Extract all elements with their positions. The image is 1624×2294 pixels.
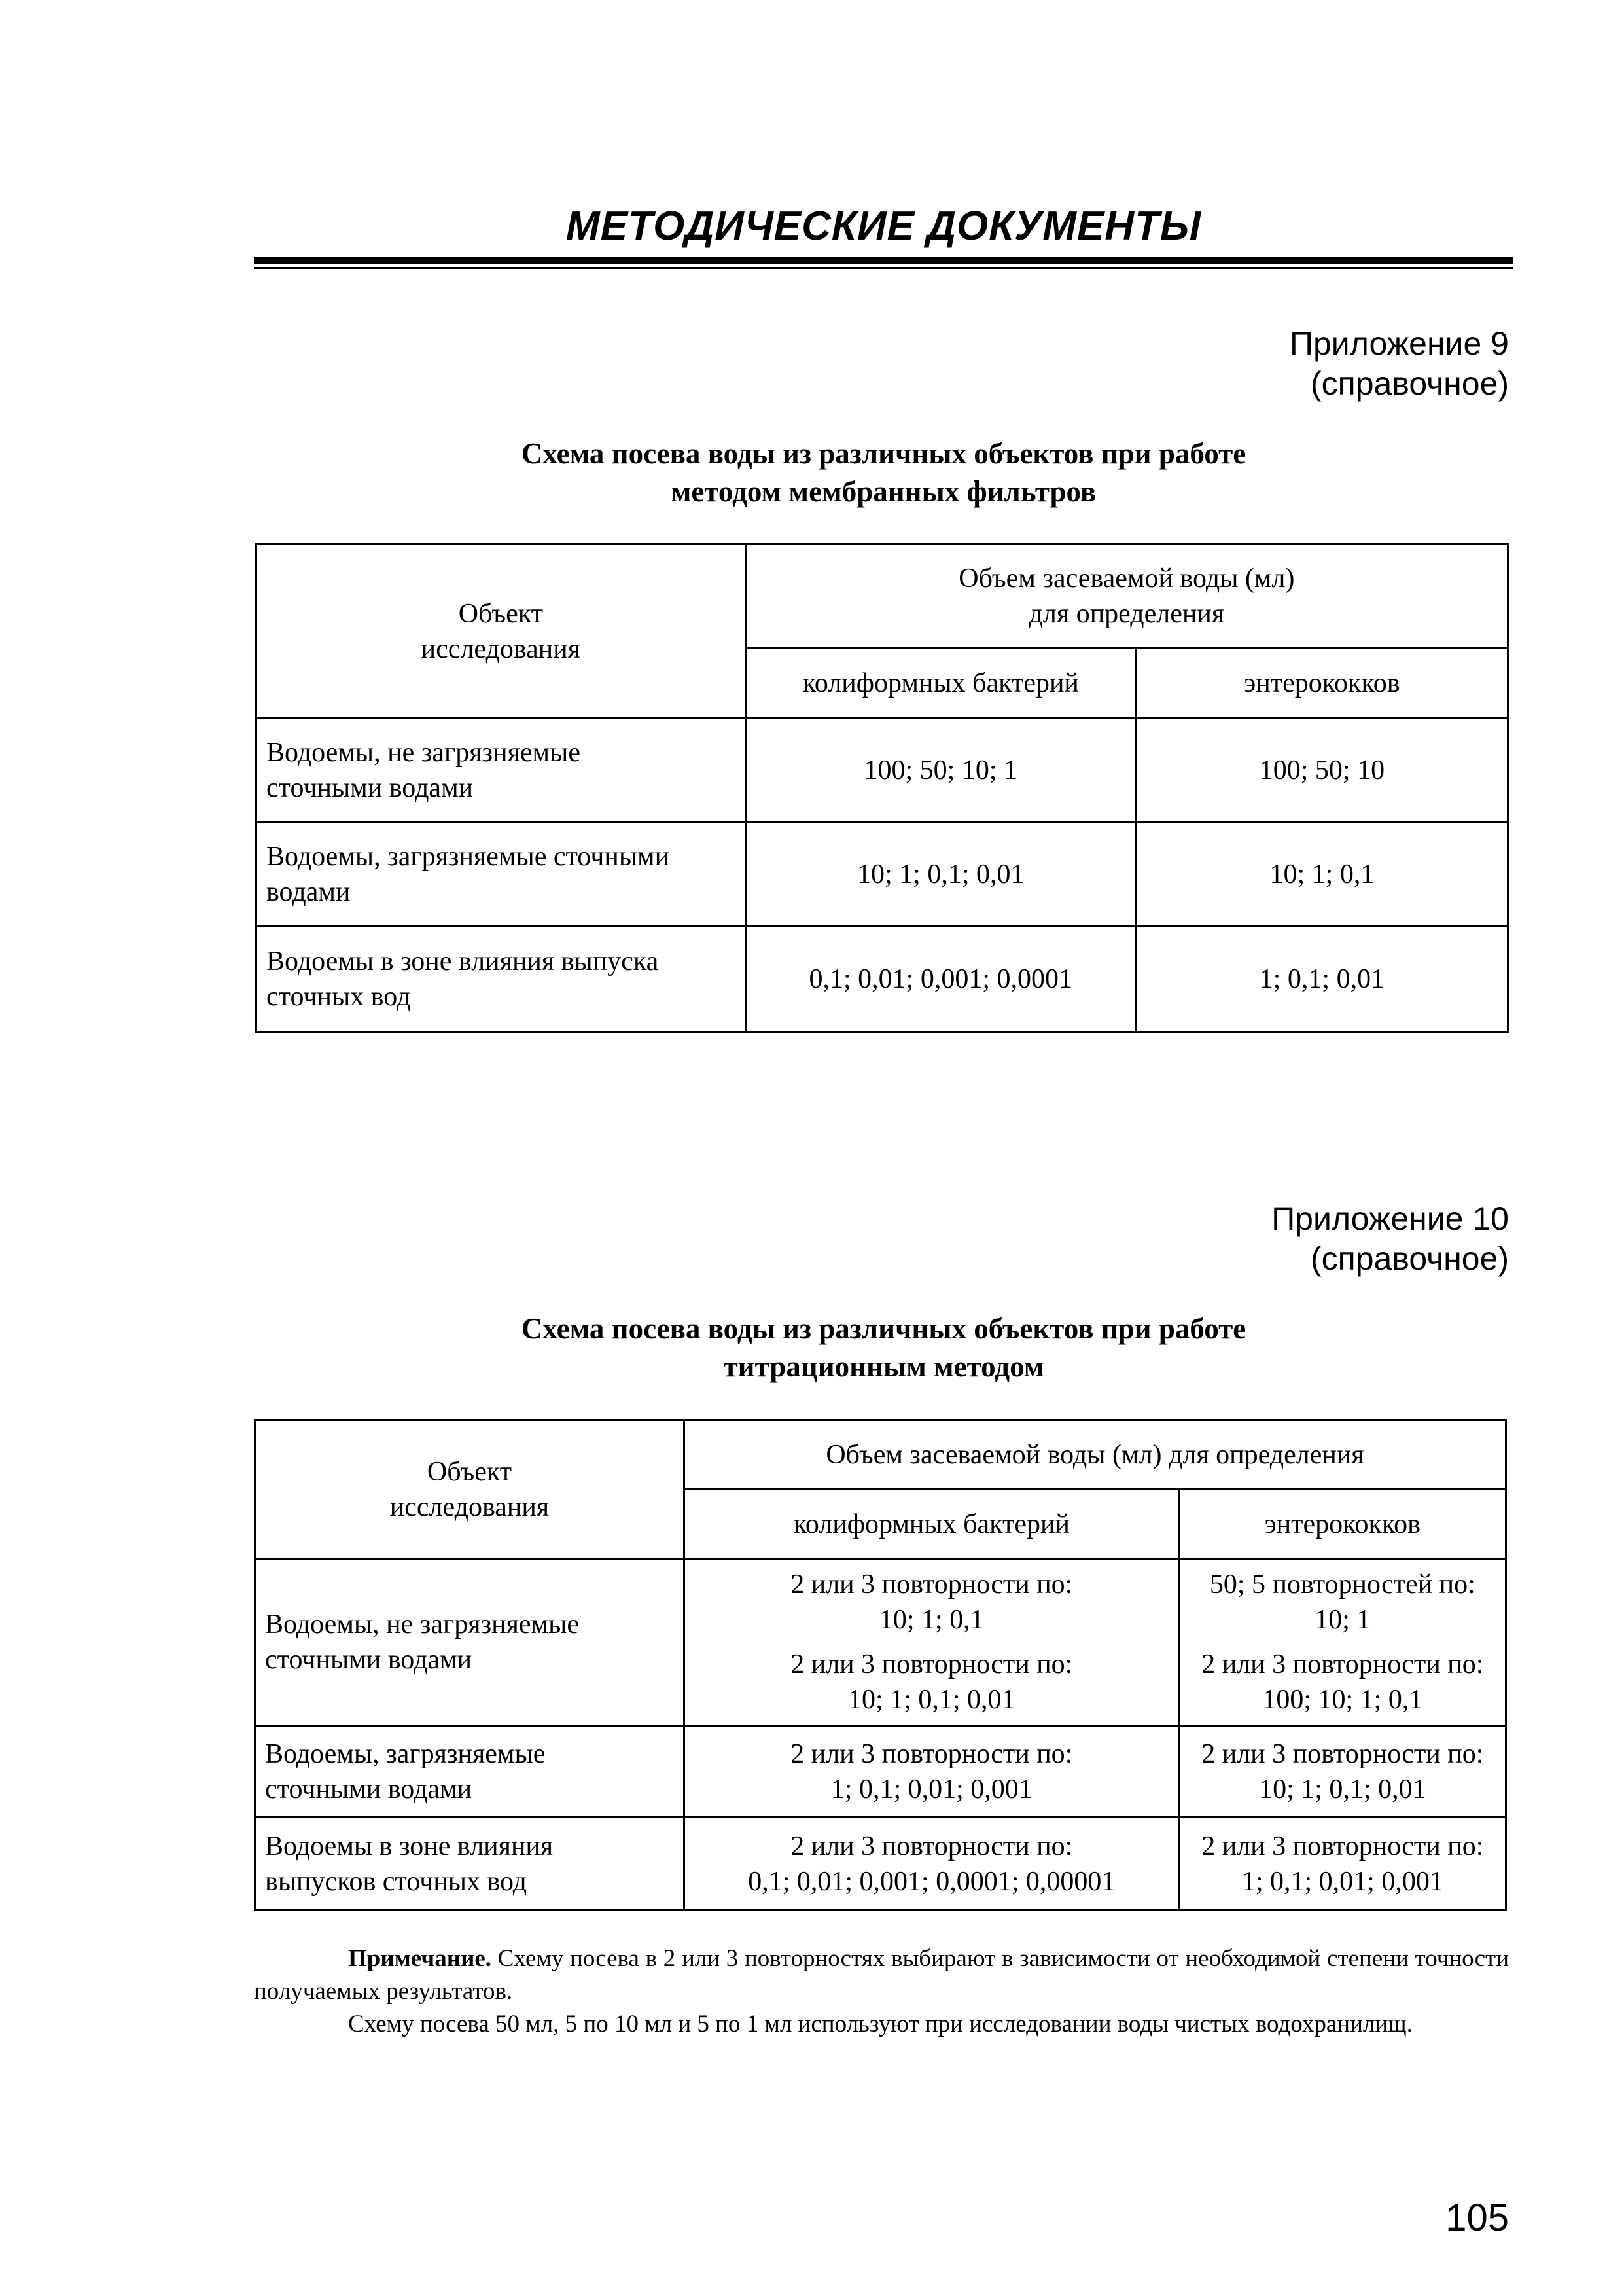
entero-cell: 2 или 3 повторности по: 10; 1; 0,1; 0,01: [1179, 1726, 1506, 1818]
header-entero: энтерококков: [1136, 648, 1508, 719]
object-cell: Водоемы, загрязняемые сточными водами: [256, 822, 746, 927]
header-volume: Объем засеваемой воды (мл) для определения: [684, 1420, 1506, 1490]
object-cell: Водоемы, загрязняемые сточными водами: [255, 1726, 684, 1818]
appendix-label: Приложение 10: [1271, 1200, 1509, 1237]
page-number: 105: [1445, 2196, 1509, 2239]
coliform-cell: 2 или 3 повторности по: 1; 0,1; 0,01; 0,001: [684, 1726, 1179, 1818]
header-object: Объект исследования: [256, 545, 746, 719]
header-volume: Объем засеваемой воды (мл) для определения: [745, 545, 1508, 648]
table-row: [255, 1559, 1506, 1726]
note-text: Схему посева в 2 или 3 повторностях выбирают в зависимости от необходимой степени точности получаемых результатов.: [254, 1945, 1509, 2005]
title-line: методом мембранных фильтров: [671, 475, 1097, 508]
title-line: Схема посева воды из различных объектов при работе: [521, 1312, 1246, 1345]
coliform-cell: 0,1; 0,01; 0,001; 0,0001: [745, 927, 1136, 1032]
coliform-cell: 2 или 3 повторности по: 10; 1; 0,1 2 или 3 повторности по: 10; 1; 0,1; 0,01: [684, 1559, 1179, 1726]
header-rule-thin: [254, 267, 1513, 269]
table-note: [254, 1943, 1509, 2041]
appendix-9-label: [1290, 324, 1509, 404]
appendix-label: Приложение 9: [1290, 325, 1509, 362]
table-row: [256, 927, 1508, 1032]
coliform-cell: 2 или 3 повторности по: 0,1; 0,01; 0,001; 0,0001; 0,00001: [684, 1818, 1179, 1910]
object-cell: Водоемы, не загрязняемые сточными водами: [255, 1559, 684, 1726]
running-header: МЕТОДИЧЕСКИЕ ДОКУМЕНТЫ: [566, 204, 1201, 249]
note-label: Примечание.: [348, 1945, 492, 1972]
appendix-note: (справочное): [1311, 1240, 1509, 1277]
table-row: [255, 1818, 1506, 1910]
table-row: [256, 719, 1508, 822]
appendix-9-title: [254, 435, 1513, 511]
title-line: Схема посева воды из различных объектов при работе: [521, 437, 1246, 470]
membrane-filter-table: [255, 543, 1509, 1033]
entero-cell: 10; 1; 0,1: [1136, 822, 1508, 927]
header-coliform: колиформных бактерий: [745, 648, 1136, 719]
coliform-cell: 10; 1; 0,1; 0,01: [745, 822, 1136, 927]
entero-cell: 2 или 3 повторности по: 1; 0,1; 0,01; 0,001: [1179, 1818, 1506, 1910]
appendix-10-label: [1271, 1199, 1509, 1279]
object-cell: Водоемы в зоне влияния выпуска сточных вод: [256, 927, 746, 1032]
appendix-note: (справочное): [1311, 365, 1509, 402]
table-row: [255, 1726, 1506, 1818]
header-rule: [254, 257, 1513, 264]
coliform-cell: 100; 50; 10; 1: [745, 719, 1136, 822]
header-entero: энтерококков: [1179, 1490, 1506, 1559]
entero-cell: 100; 50; 10: [1136, 719, 1508, 822]
entero-cell: 50; 5 повторностей по: 10; 1 2 или 3 повторности по: 100; 10; 1; 0,1: [1179, 1559, 1506, 1726]
object-cell: Водоемы в зоне влияния выпусков сточных вод: [255, 1818, 684, 1910]
title-line: титрационным методом: [723, 1350, 1044, 1383]
header-object: Объект исследования: [255, 1420, 684, 1559]
header-coliform: колиформных бактерий: [684, 1490, 1179, 1559]
table-row: [256, 822, 1508, 927]
object-cell: Водоемы, не загрязняемые сточными водами: [256, 719, 746, 822]
titration-table: [254, 1419, 1507, 1911]
note-text: Схему посева 50 мл, 5 по 10 мл и 5 по 1 мл используют при исследовании воды чистых водохранилищ.: [348, 2011, 1413, 2037]
entero-cell: 1; 0,1; 0,01: [1136, 927, 1508, 1032]
appendix-10-title: [254, 1310, 1513, 1386]
